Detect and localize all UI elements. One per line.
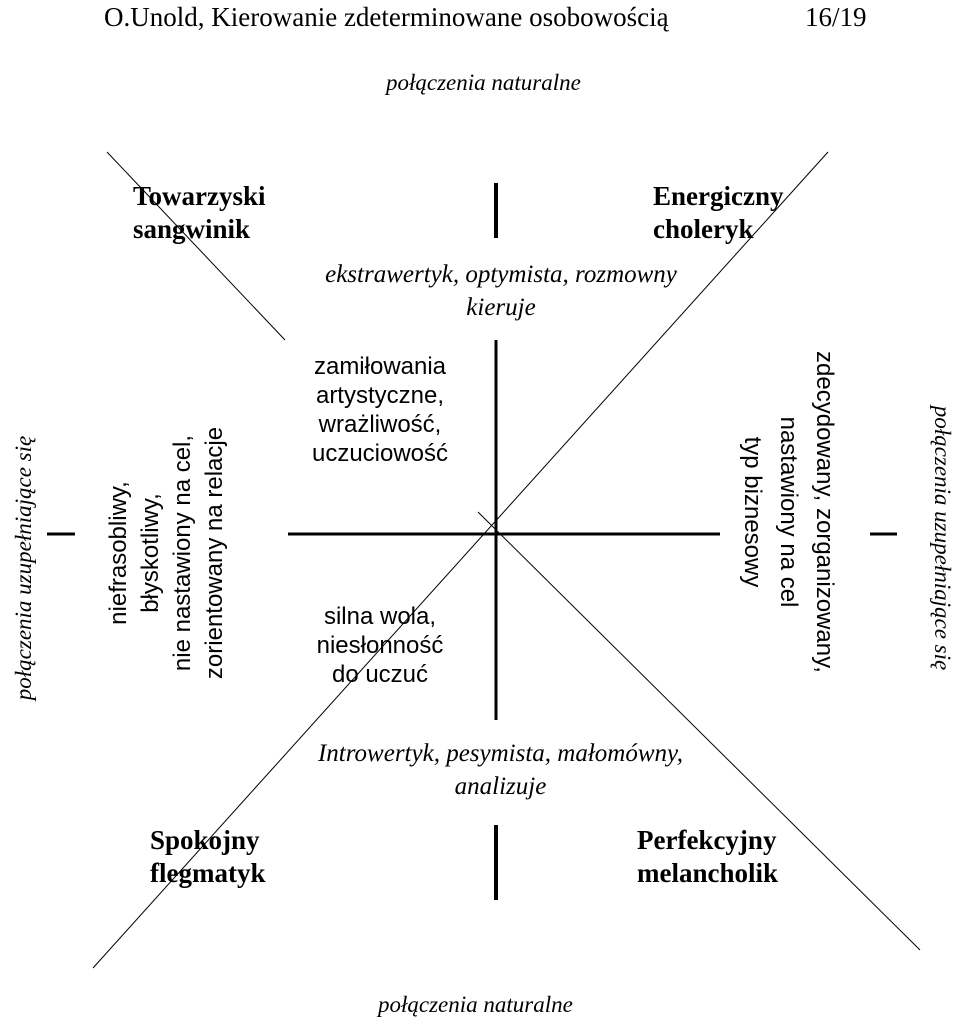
artistic-line-2: artystyczne, — [315, 382, 445, 409]
artistic-traits — [290, 352, 470, 468]
sanguine-trait: Towarzyski — [133, 181, 266, 211]
phlegmatic-trait: Spokojny — [150, 825, 260, 855]
right-axis-label: połączenia uzupełniające się — [930, 405, 955, 671]
artistic-line-1: zamiłowania — [313, 353, 447, 380]
temperament-choleric — [653, 180, 783, 246]
choleric-type: choleryk — [653, 214, 754, 244]
page-number: 16/19 — [805, 2, 867, 32]
left-side-line-4: zorientowany na relacje — [201, 426, 228, 680]
right-side-line-3: typ biznesowy — [739, 436, 766, 588]
temperament-phlegmatic — [150, 824, 265, 890]
willpower-line-1: silna wola, — [323, 603, 437, 630]
willpower-line-2: niesłonność — [316, 632, 444, 659]
introvert-traits — [278, 737, 723, 803]
left-axis-label: połączenia uzupełniające się — [11, 435, 36, 701]
extravert-line-1: ekstrawertyk, optymista, rozmowny — [325, 261, 677, 288]
temperament-sanguine — [133, 180, 266, 246]
left-side-traits — [103, 427, 231, 679]
left-side-line-2: błyskotliwy, — [137, 493, 164, 613]
document-title: O.Unold, Kierowanie zdeterminowane osobowością — [104, 2, 669, 32]
temperament-melancholic — [637, 824, 778, 890]
left-side-line-3: nie nastawiony na cel, — [169, 434, 196, 672]
right-side-traits — [734, 351, 842, 673]
choleric-trait: Energiczny — [653, 181, 784, 211]
sanguine-type: sangwinik — [133, 214, 251, 244]
phlegmatic-type: flegmatyk — [150, 858, 266, 888]
artistic-line-3: wrażliwość, — [318, 411, 442, 438]
willpower-traits — [290, 602, 470, 689]
top-axis-label: połączenia naturalne — [386, 70, 581, 95]
extravert-traits — [286, 258, 716, 324]
willpower-line-3: do uczuć — [331, 661, 429, 688]
extravert-line-2: kieruje — [466, 294, 536, 321]
melancholic-type: melancholik — [637, 858, 779, 888]
introvert-line-1: Introwertyk, pesymista, małomówny, — [317, 740, 683, 767]
artistic-line-4: uczuciowość — [311, 440, 449, 467]
bottom-axis-label: połączenia naturalne — [378, 992, 573, 1017]
right-side-line-1: zdecydowany, zorganizowany, — [811, 351, 838, 673]
introvert-line-2: analizuje — [454, 773, 547, 800]
melancholic-trait: Perfekcyjny — [637, 825, 777, 855]
left-side-line-1: niefrasobliwy, — [105, 481, 132, 625]
right-side-line-2: nastawiony na cel — [775, 416, 802, 608]
